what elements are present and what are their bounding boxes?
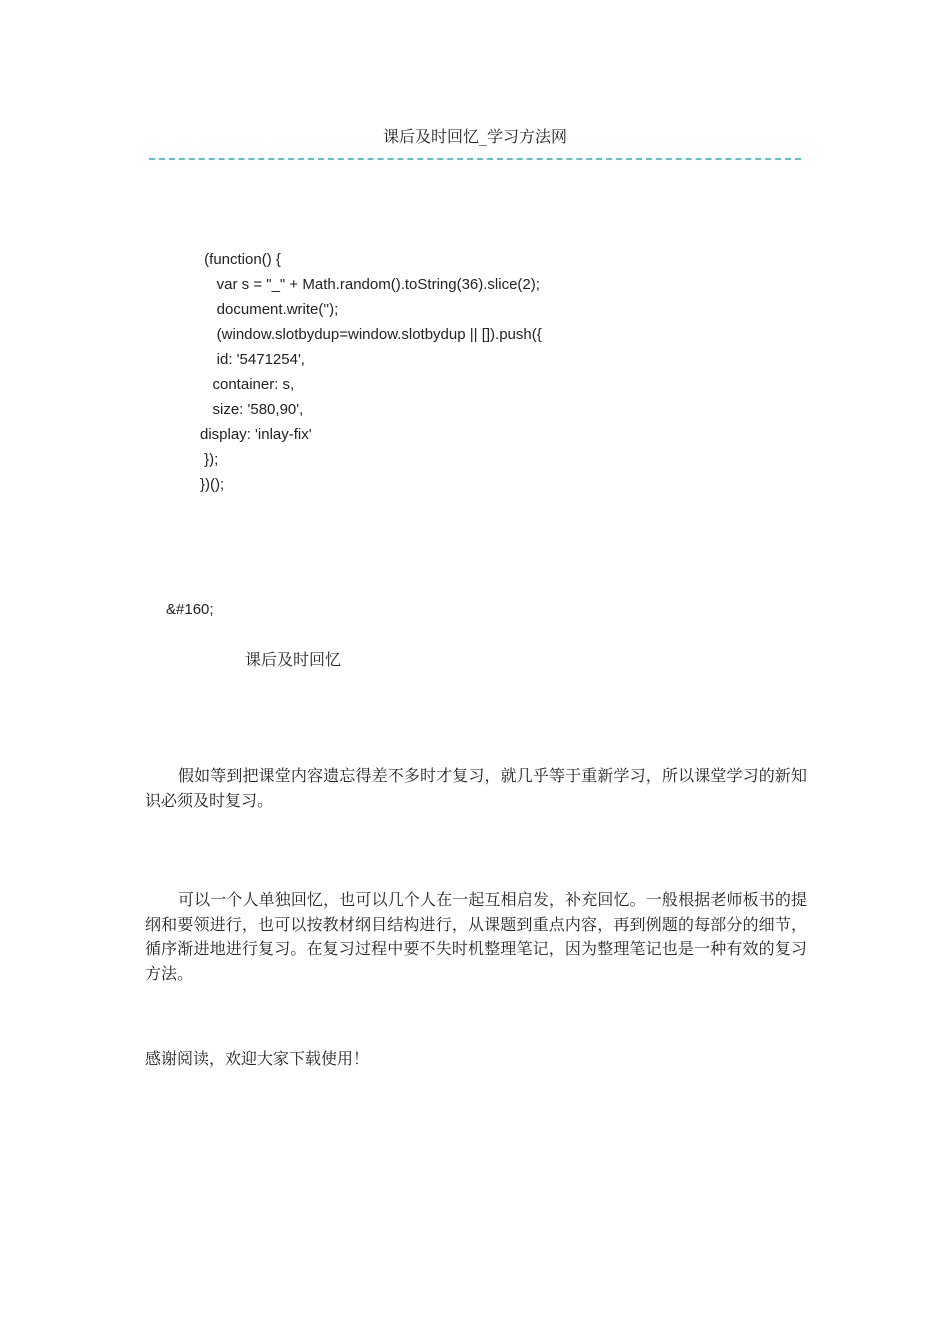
- code-line: container: s,: [200, 376, 295, 393]
- code-line: size: '580,90',: [200, 401, 304, 418]
- article-paragraph: 可以一个人单独回忆，也可以几个人在一起互相启发，补充回忆。一般根据老师板书的提纲和要领进行，也可以按教材纲目结构进行，从课题到重点内容，再到例题的每部分的细节，循序渐进地进行复习。在复习过程中要不失时机整理笔记，因为整理笔记也是一种有效的复习方法。: [145, 890, 807, 983]
- code-line: document.write('');: [200, 301, 339, 318]
- code-line: display: 'inlay-fix': [200, 426, 312, 443]
- code-line: var s = "_" + Math.random().toString(36).slice(2);: [200, 276, 540, 293]
- article-subtitle: 课后及时回忆: [245, 650, 342, 669]
- header-divider: [149, 158, 801, 160]
- code-line: (function() {: [200, 251, 281, 268]
- code-line: });: [200, 451, 219, 468]
- article-paragraph: 假如等到把课堂内容遗忘得差不多时才复习，就几乎等于重新学习，所以课堂学习的新知识必须及时复习。: [145, 766, 807, 810]
- closing-note: 感谢阅读，欢迎大家下载使用！: [145, 1049, 370, 1068]
- code-line: (window.slotbydup=window.slotbydup || []).push({: [200, 326, 542, 343]
- code-line: id: '5471254',: [200, 351, 305, 368]
- nbsp-entity-text: &#160;: [166, 601, 214, 618]
- page-title: 课后及时回忆_学习方法网: [382, 127, 567, 146]
- code-line: })();: [200, 476, 225, 493]
